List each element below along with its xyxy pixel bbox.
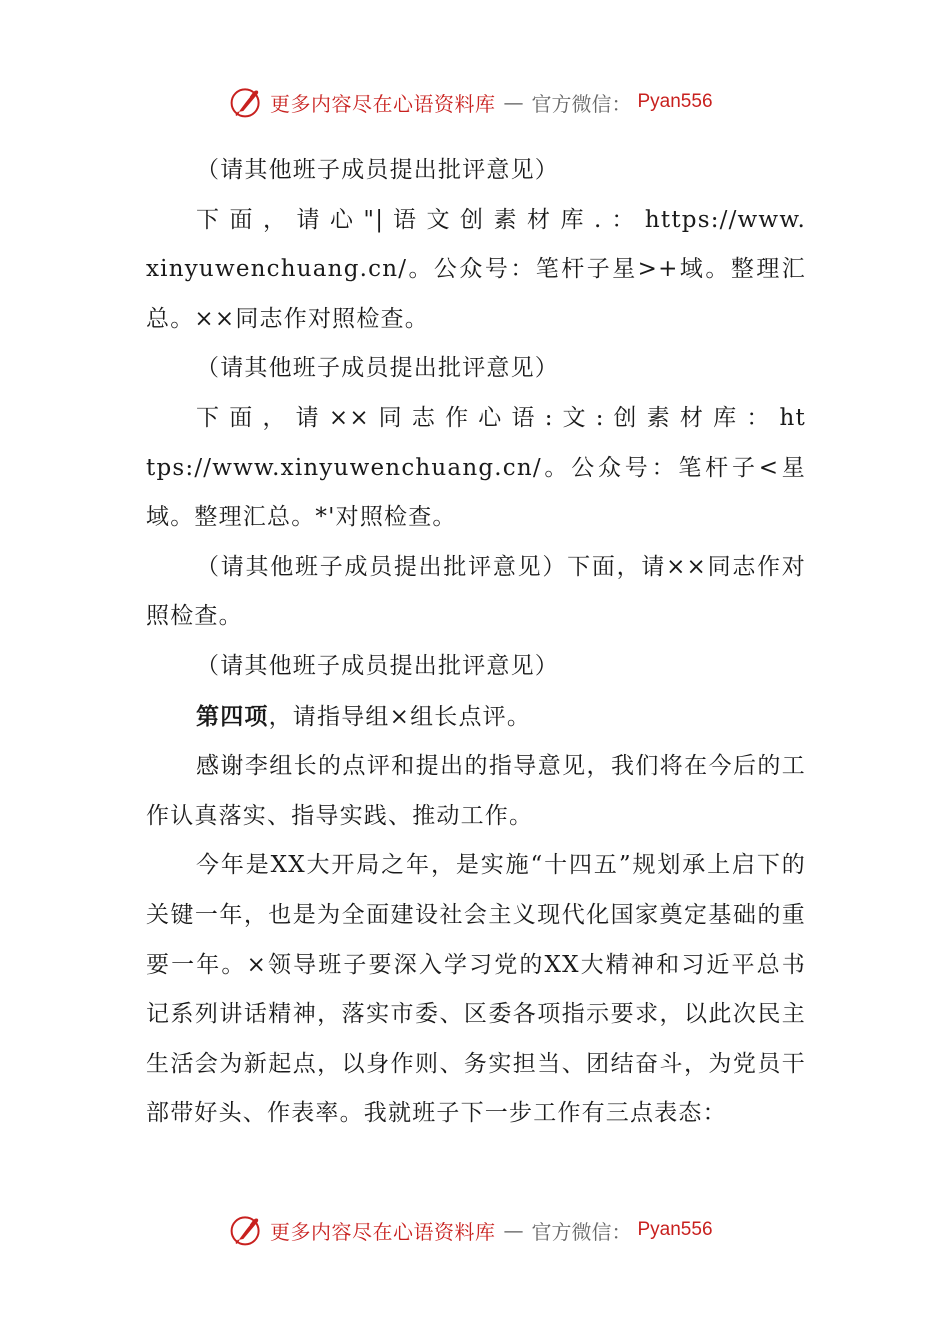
brand-text: 更多内容尽在心语资料库 (270, 91, 496, 116)
paragraph: 感谢李组长的点评和提出的指导意见，我们将在今后的工作认真落实、指导实践、推动工作。 (146, 753, 806, 829)
paragraph: 下 面 ， 请 ×× 同 志 作 心 语 : 文 : 创 素 材 库 ： https://www.xinyuwenchuang.cn/。公众号：笔杆子<星域。整理汇总。*'对照检查。 (146, 404, 806, 531)
wechat-id: Pyan556 (637, 1219, 713, 1240)
document-body (146, 146, 806, 1139)
paragraph: 下 面 ， 请 心 "| 语 文 创 素 材 库 . ： https://www.xinyuwenchuang.cn/。公众号：笔杆子星>+域。整理汇总。××同志作对照检查。 (146, 206, 806, 332)
paragraph: （请其他班子成员提出批评意见） (196, 652, 559, 679)
footer-watermark-banner (228, 1210, 713, 1250)
quill-pen-logo-icon (228, 1212, 264, 1248)
wechat-label: 官方微信： (531, 1219, 632, 1244)
wechat-label: 官方微信： (531, 91, 632, 116)
quill-pen-logo-icon (228, 84, 264, 120)
paragraph: （请其他班子成员提出批评意见）下面，请××同志作对照检查。 (146, 553, 806, 630)
wechat-id: Pyan556 (637, 91, 713, 112)
paragraph: （请其他班子成员提出批评意见） (196, 355, 559, 382)
item-four-text: ，请指导组×组长点评。 (268, 703, 532, 730)
item-four-label: 第四项 (196, 702, 269, 730)
paragraph: 今年是XX大开局之年，是实施“十四五”规划承上启下的关键一年，也是为全面建设社会主义现代化国家奠定基础的重要一年。×领导班子要深入学习党的XX大精神和习近平总书记系列讲话精神，落实市委、区委各项指示要求，以此次民主生活会为新起点，以身作则、务实担当、团结奋斗，为党员干部带好头、作表率。我就班子下一步工作有三点表态： (146, 852, 806, 1127)
paragraph: （请其他班子成员提出批评意见） (196, 157, 559, 183)
brand-text: 更多内容尽在心语资料库 (270, 1219, 496, 1244)
header-watermark-banner (228, 82, 713, 122)
banner-dash: — (503, 90, 524, 114)
banner-dash: — (503, 1218, 524, 1242)
agenda-item-four (146, 692, 806, 743)
